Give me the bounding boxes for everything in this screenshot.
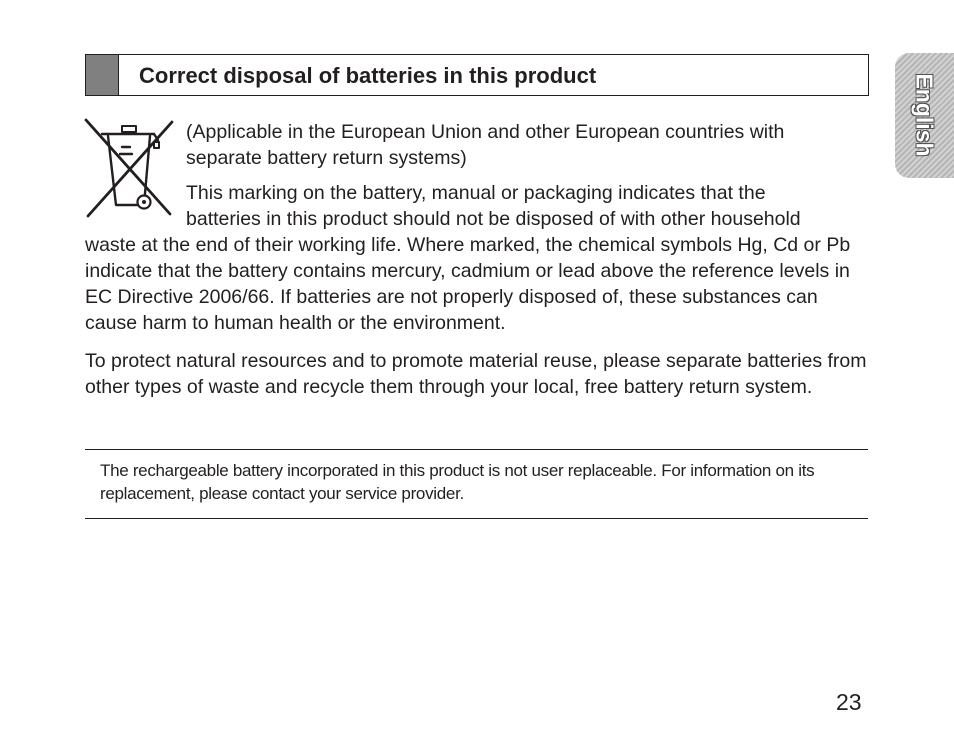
section-header	[85, 54, 869, 96]
language-tab-label: English	[911, 73, 938, 157]
language-tab	[895, 53, 954, 178]
note-bottom-divider	[85, 518, 868, 519]
protect-paragraph: To protect natural resources and to promote material reuse, please separate batteries from other types of waste and recycle them through your local, free battery return system.	[85, 350, 867, 398]
section-header-marker	[86, 55, 119, 95]
marking-line-1: This marking on the battery, manual or packaging indicates that the	[186, 182, 766, 204]
battery-note: The rechargeable battery incorporated in this product is not user replaceable. For information on its replacement, please contact your service provider.	[100, 461, 815, 503]
applicability-line-2: separate battery return systems)	[186, 147, 467, 169]
applicability-line-1: (Applicable in the European Union and other European countries with	[186, 121, 785, 143]
note-top-divider	[85, 449, 868, 450]
applicability-paragraph	[186, 119, 866, 171]
marking-rest: waste at the end of their working life. Where marked, the chemical symbols Hg, Cd or Pb indicate that the battery contains mercury, cadmium or lead above the reference levels in EC Directive 2006/66. If batteries are not properly disposed of, these substances can cause harm to human health or the environment.	[85, 234, 851, 334]
section-title: Correct disposal of batteries in this product	[139, 63, 597, 88]
marking-paragraph	[85, 180, 867, 336]
page-number: 23	[836, 689, 862, 715]
marking-line-2: batteries in this product should not be disposed of with other household	[186, 208, 801, 230]
